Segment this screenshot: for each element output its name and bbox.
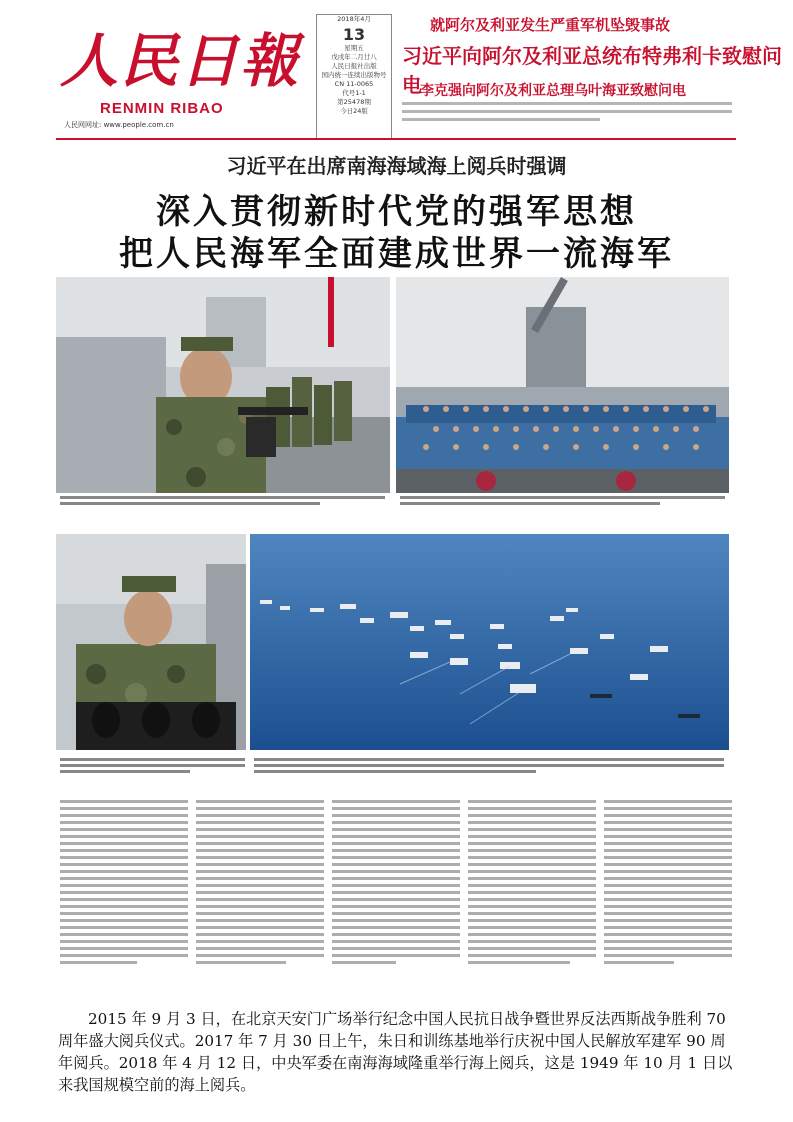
- issue-info: 国内统一连续出版物号: [321, 71, 387, 79]
- top-news-subheadline: 李克强向阿尔及利亚总理乌叶海亚致慰问电: [420, 83, 686, 99]
- lunar-date: 戊戌年二月廿八: [331, 53, 377, 61]
- article-column-1: [60, 800, 188, 968]
- article-column-2: [196, 800, 324, 968]
- photo-crew-group: [396, 277, 729, 493]
- date-line: 2018年4月: [337, 15, 371, 23]
- headline-kicker: 习近平在出席南海海域海上阅兵时强调: [226, 154, 567, 178]
- top-news-kicker: 就阿尔及利亚发生严重军机坠毁事故: [430, 16, 671, 34]
- footnote-paragraph: 2015 年 9 月 3 日，在北京天安门广场举行纪念中国人民抗日战争暨世界反法西斯战争胜利 70 周年盛大阅兵仪式。2017 年 7 月 30 日上午，朱日和训练基地举行庆祝中国人民解放军建军 90 周年阅兵。2018 年 4 月 12 日，中央军委在南海海域隆重举行海上阅兵，这是 1949 年 10 月 1 日以来我国规模空前的海上阅兵。: [58, 1010, 733, 1094]
- cn-number: CN 11-0065: [334, 80, 374, 88]
- page-count: 今日24版: [340, 107, 368, 115]
- article-column-3: [332, 800, 460, 968]
- website-line: 人民网网址: www.people.com.cn: [64, 121, 174, 129]
- top-news-headline: 习近平向阿尔及利亚总统布特弗利卡致慰问电: [402, 44, 782, 97]
- photo-caption-3: [60, 758, 245, 773]
- photo-caption-2: [400, 496, 725, 505]
- photo-caption-1: [60, 496, 385, 505]
- headline-main-2: 把人民海军全面建成世界一流海军: [119, 234, 674, 274]
- article-column-4: [468, 800, 596, 968]
- photo-speaker-portrait: [56, 534, 246, 750]
- photo-speaker-on-deck: [56, 277, 390, 493]
- date-day: 13: [342, 25, 366, 44]
- newspaper-logo: [60, 14, 310, 124]
- photo-fleet-at-sea: [250, 534, 729, 750]
- publisher: 人民日报社出版: [331, 62, 377, 70]
- masthead-rule: [56, 138, 736, 140]
- top-news-body: [402, 102, 732, 126]
- issue-number: 第25478期: [337, 98, 371, 106]
- date-box: [316, 14, 392, 140]
- weekday: 星期五: [344, 44, 364, 52]
- photo-caption-4: [254, 758, 724, 773]
- postal-code: 代号1-1: [342, 89, 366, 97]
- logo-chinese: 人民日報: [60, 27, 301, 95]
- logo-english: RENMIN RIBAO: [100, 100, 224, 117]
- headline-main-1: 深入贯彻新时代党的强军思想: [156, 192, 637, 232]
- article-column-5: [604, 800, 732, 968]
